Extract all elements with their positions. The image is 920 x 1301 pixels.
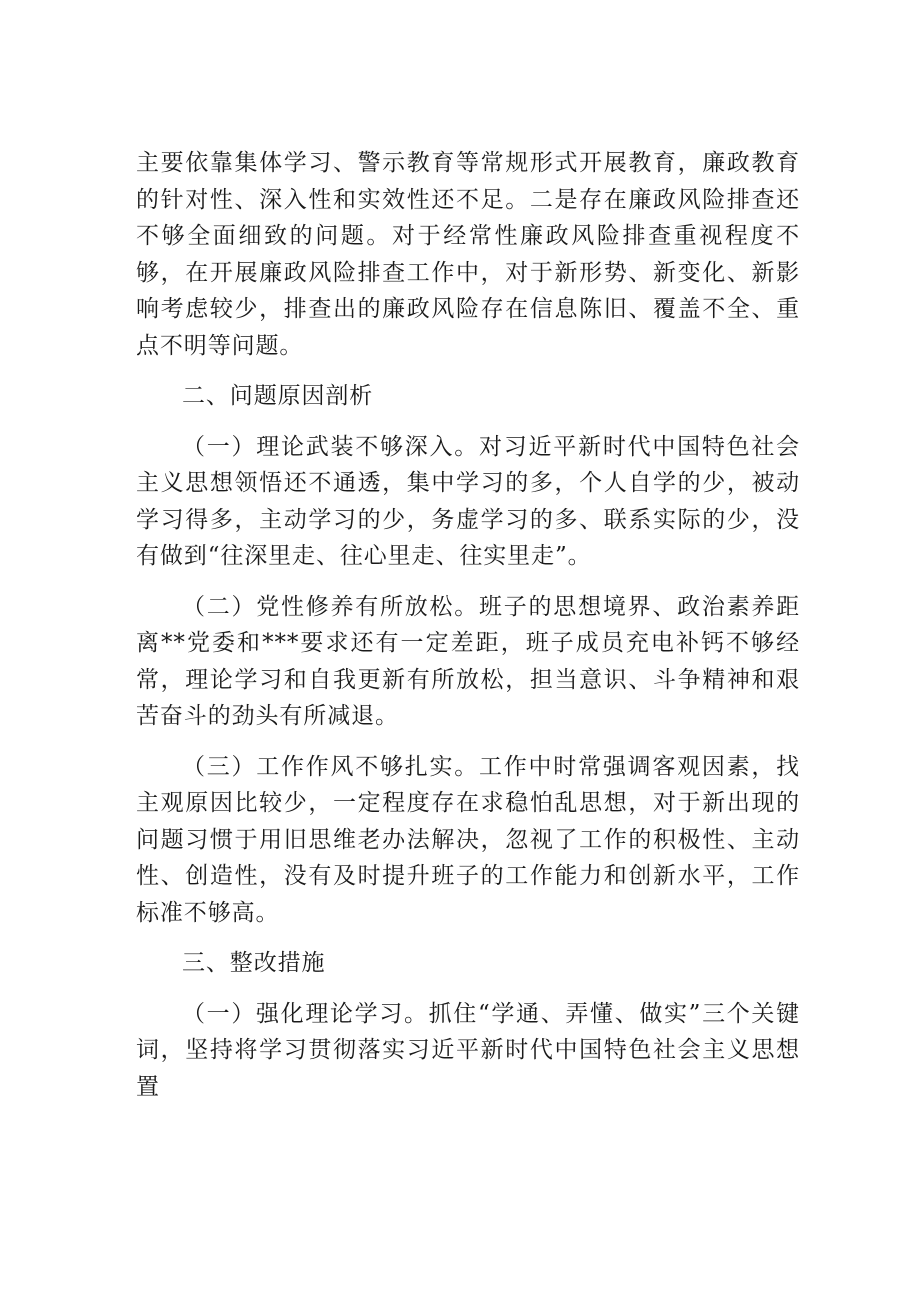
section-heading-2: 二、问题原因剖析 xyxy=(182,383,374,409)
document-body xyxy=(136,145,800,1105)
paragraph-measure-1: （一）强化理论学习。抓住“学通、弄懂、做实”三个关键词，坚持将学习贯彻落实习近平新时代中国特色社会主义思想置 xyxy=(136,1000,800,1100)
paragraph-cause-1: （一）理论武装不够深入。对习近平新时代中国特色社会主义思想领悟还不通透，集中学习的多，个人自学的少，被动学习得多，主动学习的少，务虚学习的多、联系实际的少，没有做到“往深里走、往心里走、往实里走”。 xyxy=(136,433,800,569)
paragraph-continuation: 主要依靠集体学习、警示教育等常规形式开展教育，廉政教育的针对性、深入性和实效性还不足。二是存在廉政风险排查还不够全面细致的问题。对于经常性廉政风险排查重视程度不够，在开展廉政风险排查工作中，对于新形势、新变化、新影响考虑较少，排查出的廉政风险存在信息陈旧、覆盖不全、重点不明等问题。 xyxy=(136,150,800,359)
section-heading-3: 三、整改措施 xyxy=(182,950,326,976)
paragraph-cause-3: （三）工作作风不够扎实。工作中时常强调客观因素，找主观原因比较少，一定程度存在求稳怕乱思想，对于新出现的问题习惯于用旧思维老办法解决，忽视了工作的积极性、主动性、创造性，没有及时提升班子的工作能力和创新水平，工作标准不够高。 xyxy=(136,753,800,926)
paragraph-cause-2: （二）党性修养有所放松。班子的思想境界、政治素养距离**党委和***要求还有一定差距，班子成员充电补钙不够经常，理论学习和自我更新有所放松，担当意识、斗争精神和艰苦奋斗的劲头有所减退。 xyxy=(136,593,800,729)
